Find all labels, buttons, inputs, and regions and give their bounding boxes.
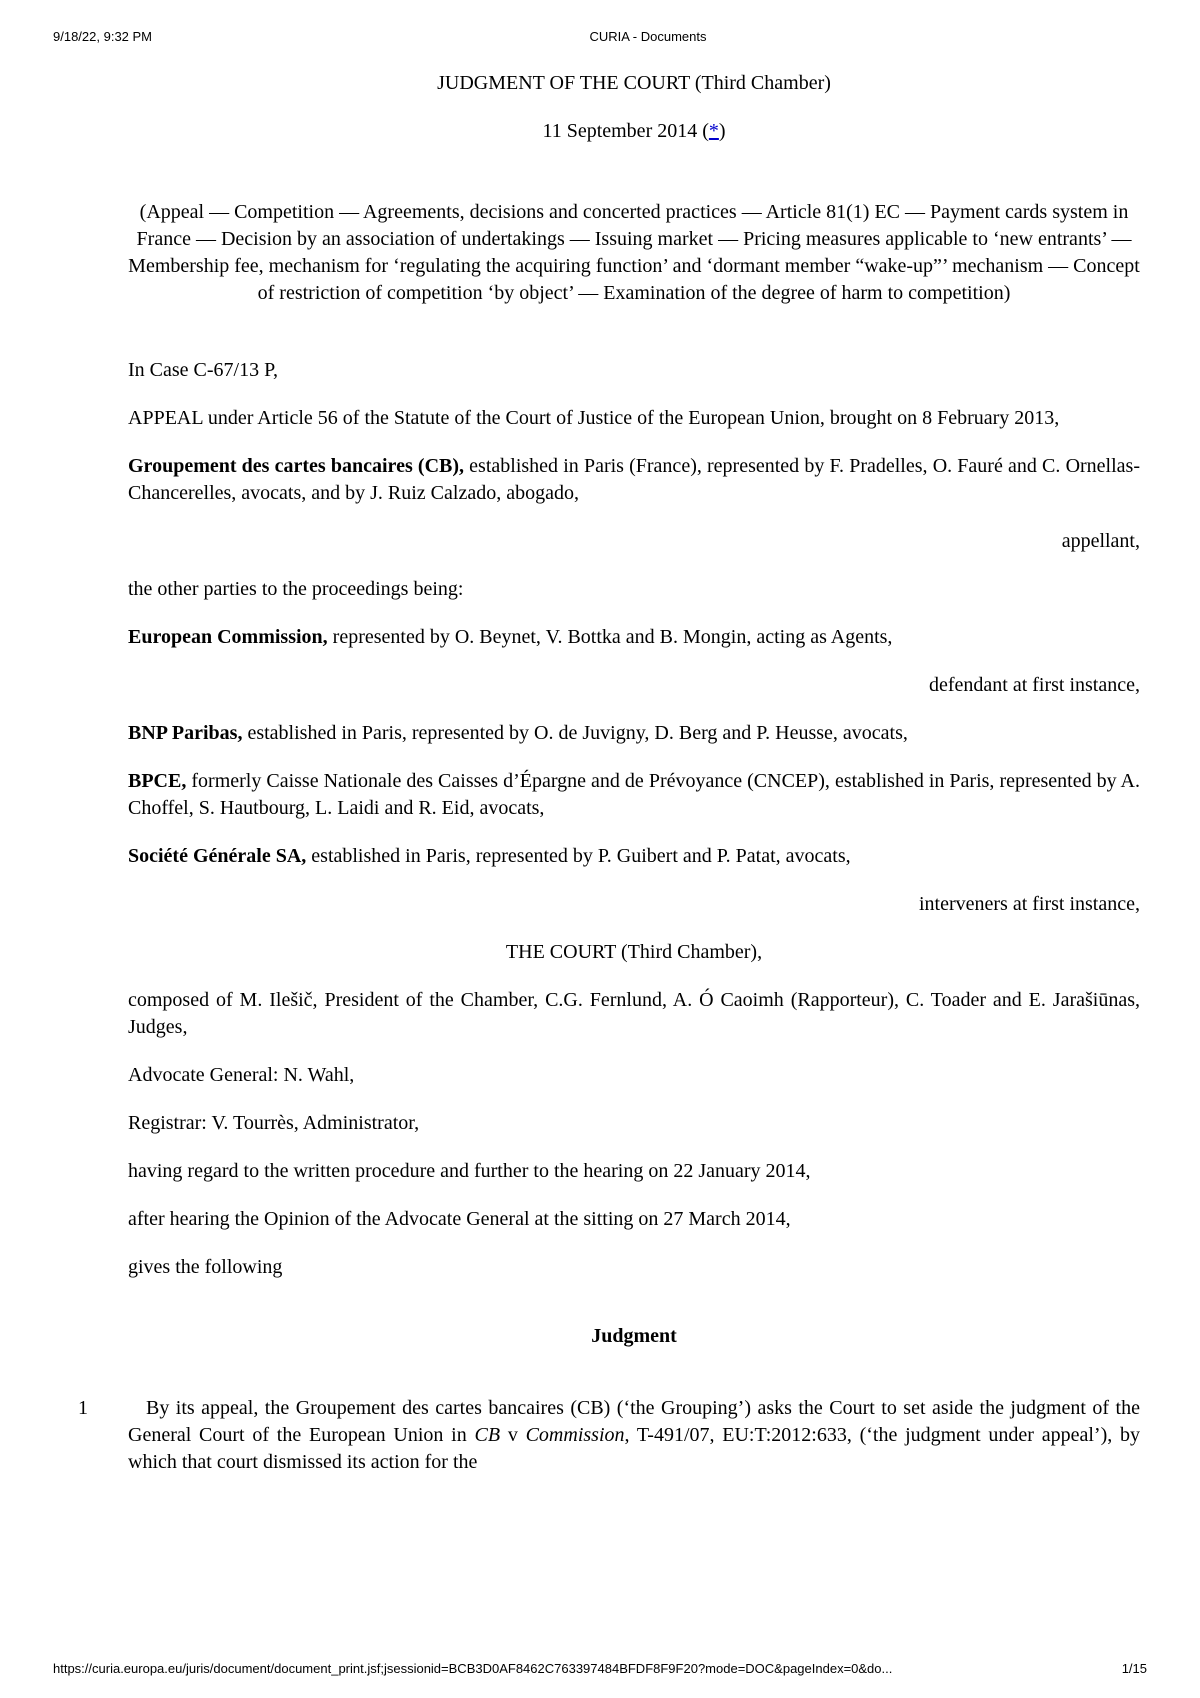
paragraph-number: 1 (78, 1397, 88, 1419)
paragraph-1 (78, 1395, 1140, 1476)
judgment-date-text: 11 September 2014 ( (542, 120, 709, 142)
appeal-text: APPEAL under Article 56 of the Statute of the Court of Justice of the European Union, brought on 8 February 2013, (128, 407, 1060, 429)
para1-v: v (500, 1424, 526, 1446)
interveners-role: interveners at first instance, (918, 893, 1140, 915)
judgment-title: JUDGMENT OF THE COURT (Third Chamber) (437, 72, 831, 94)
bnp-text: established in Paris, represented by O. de Juvigny, D. Berg and P. Heusse, avocats, (242, 722, 908, 744)
case-number: In Case C-67/13 P, (128, 359, 278, 381)
other-parties-intro: the other parties to the proceedings being: (128, 578, 464, 600)
para1-part-a: By its appeal, the Groupement des cartes bancaires (CB) (‘the Grouping’) asks the Court to set aside the judgment of the General Court of the European Union in (128, 1397, 1140, 1446)
opinion-text: after hearing the Opinion of the Advocate General at the sitting on 27 March 2014, (128, 1208, 791, 1230)
bnp-paragraph (128, 720, 1140, 747)
bpce-text: formerly Caisse Nationale des Caisses d’Épargne and de Prévoyance (CNCEP), established in Paris, represented by A. Choffel, S. Hautbourg, L. Laidi and R. Eid, avocats, (128, 770, 1140, 819)
print-page-title: CURIA - Documents (589, 29, 707, 44)
procedure-text: having regard to the written procedure and further to the hearing on 22 January 2014, (128, 1160, 811, 1182)
appellant-paragraph (128, 453, 1140, 507)
print-page-number: 1/15 (1121, 1661, 1147, 1676)
gives-following: gives the following (128, 1256, 283, 1278)
keywords-summary: (Appeal — Competition — Agreements, decisions and concerted practices — Article 81(1) EC — Payment cards system in France — Decision by an association of undertakings — Issuing market — Pricing measures applicable to ‘new entrants’ — Membership fee, mechanism for ‘regulating the acquiring function’ and ‘dormant member “wake-up”’ mechanism — Concept of restriction of competition ‘by object’ — Examination of the degree of harm to competition) (128, 201, 1140, 304)
commission-text: represented by O. Beynet, V. Bottka and B. Mongin, acting as Agents, (327, 626, 893, 648)
bpce-name: BPCE, (128, 770, 187, 792)
para1-part-b: , T-491/07, EU:T:2012:633, (‘the judgment under appeal’), by which that court dismissed its action for the (128, 1424, 1140, 1473)
bnp-name: BNP Paribas, (128, 722, 243, 744)
paragraph-1-text (128, 1395, 1140, 1476)
judgment-date (128, 118, 1140, 145)
commission-name: European Commission, (128, 626, 328, 648)
sg-paragraph (128, 843, 1140, 870)
advocate-general: Advocate General: N. Wahl, (128, 1064, 355, 1086)
appellant-text: established in Paris (France), represented by F. Pradelles, O. Fauré and C. Ornellas-Chancerelles, avocats, and by J. Ruiz Calzado, abogado, (128, 455, 1140, 504)
print-datetime: 9/18/22, 9:32 PM (53, 29, 153, 44)
appellant-name: Groupement des cartes bancaires (CB), (128, 455, 465, 477)
judgment-date-end: ) (718, 120, 726, 142)
para1-case-cb: CB (474, 1424, 501, 1446)
print-url: https://curia.europa.eu/juris/document/document_print.jsf;jsessionid=BCB3D0AF8462C763397484BFDF8F9F20?mode=DOC&pageIndex=0&do... (53, 1661, 893, 1676)
bpce-paragraph (128, 768, 1140, 822)
print-header (0, 29, 1200, 47)
judgment-heading (128, 1323, 1140, 1350)
document-body (78, 70, 1140, 1476)
appellant-role: appellant, (1061, 530, 1140, 552)
footnote-link[interactable]: * (708, 120, 719, 142)
registrar: Registrar: V. Tourrès, Administrator, (128, 1112, 420, 1134)
sg-text: established in Paris, represented by P. Guibert and P. Patat, avocats, (306, 845, 851, 867)
court-heading: THE COURT (Third Chamber), (505, 941, 763, 963)
print-footer (0, 1661, 1200, 1679)
commission-paragraph (128, 624, 1140, 651)
court-composition: composed of M. Ilešič, President of the Chamber, C.G. Fernlund, A. Ó Caoimh (Rapporteur), C. Toader and E. Jarašiūnas, Judges, (128, 989, 1140, 1038)
commission-role: defendant at first instance, (928, 674, 1140, 696)
para1-case-commission: Commission (525, 1424, 625, 1446)
judgment-heading-text: Judgment (591, 1325, 677, 1347)
sg-name: Société Générale SA, (128, 845, 307, 867)
